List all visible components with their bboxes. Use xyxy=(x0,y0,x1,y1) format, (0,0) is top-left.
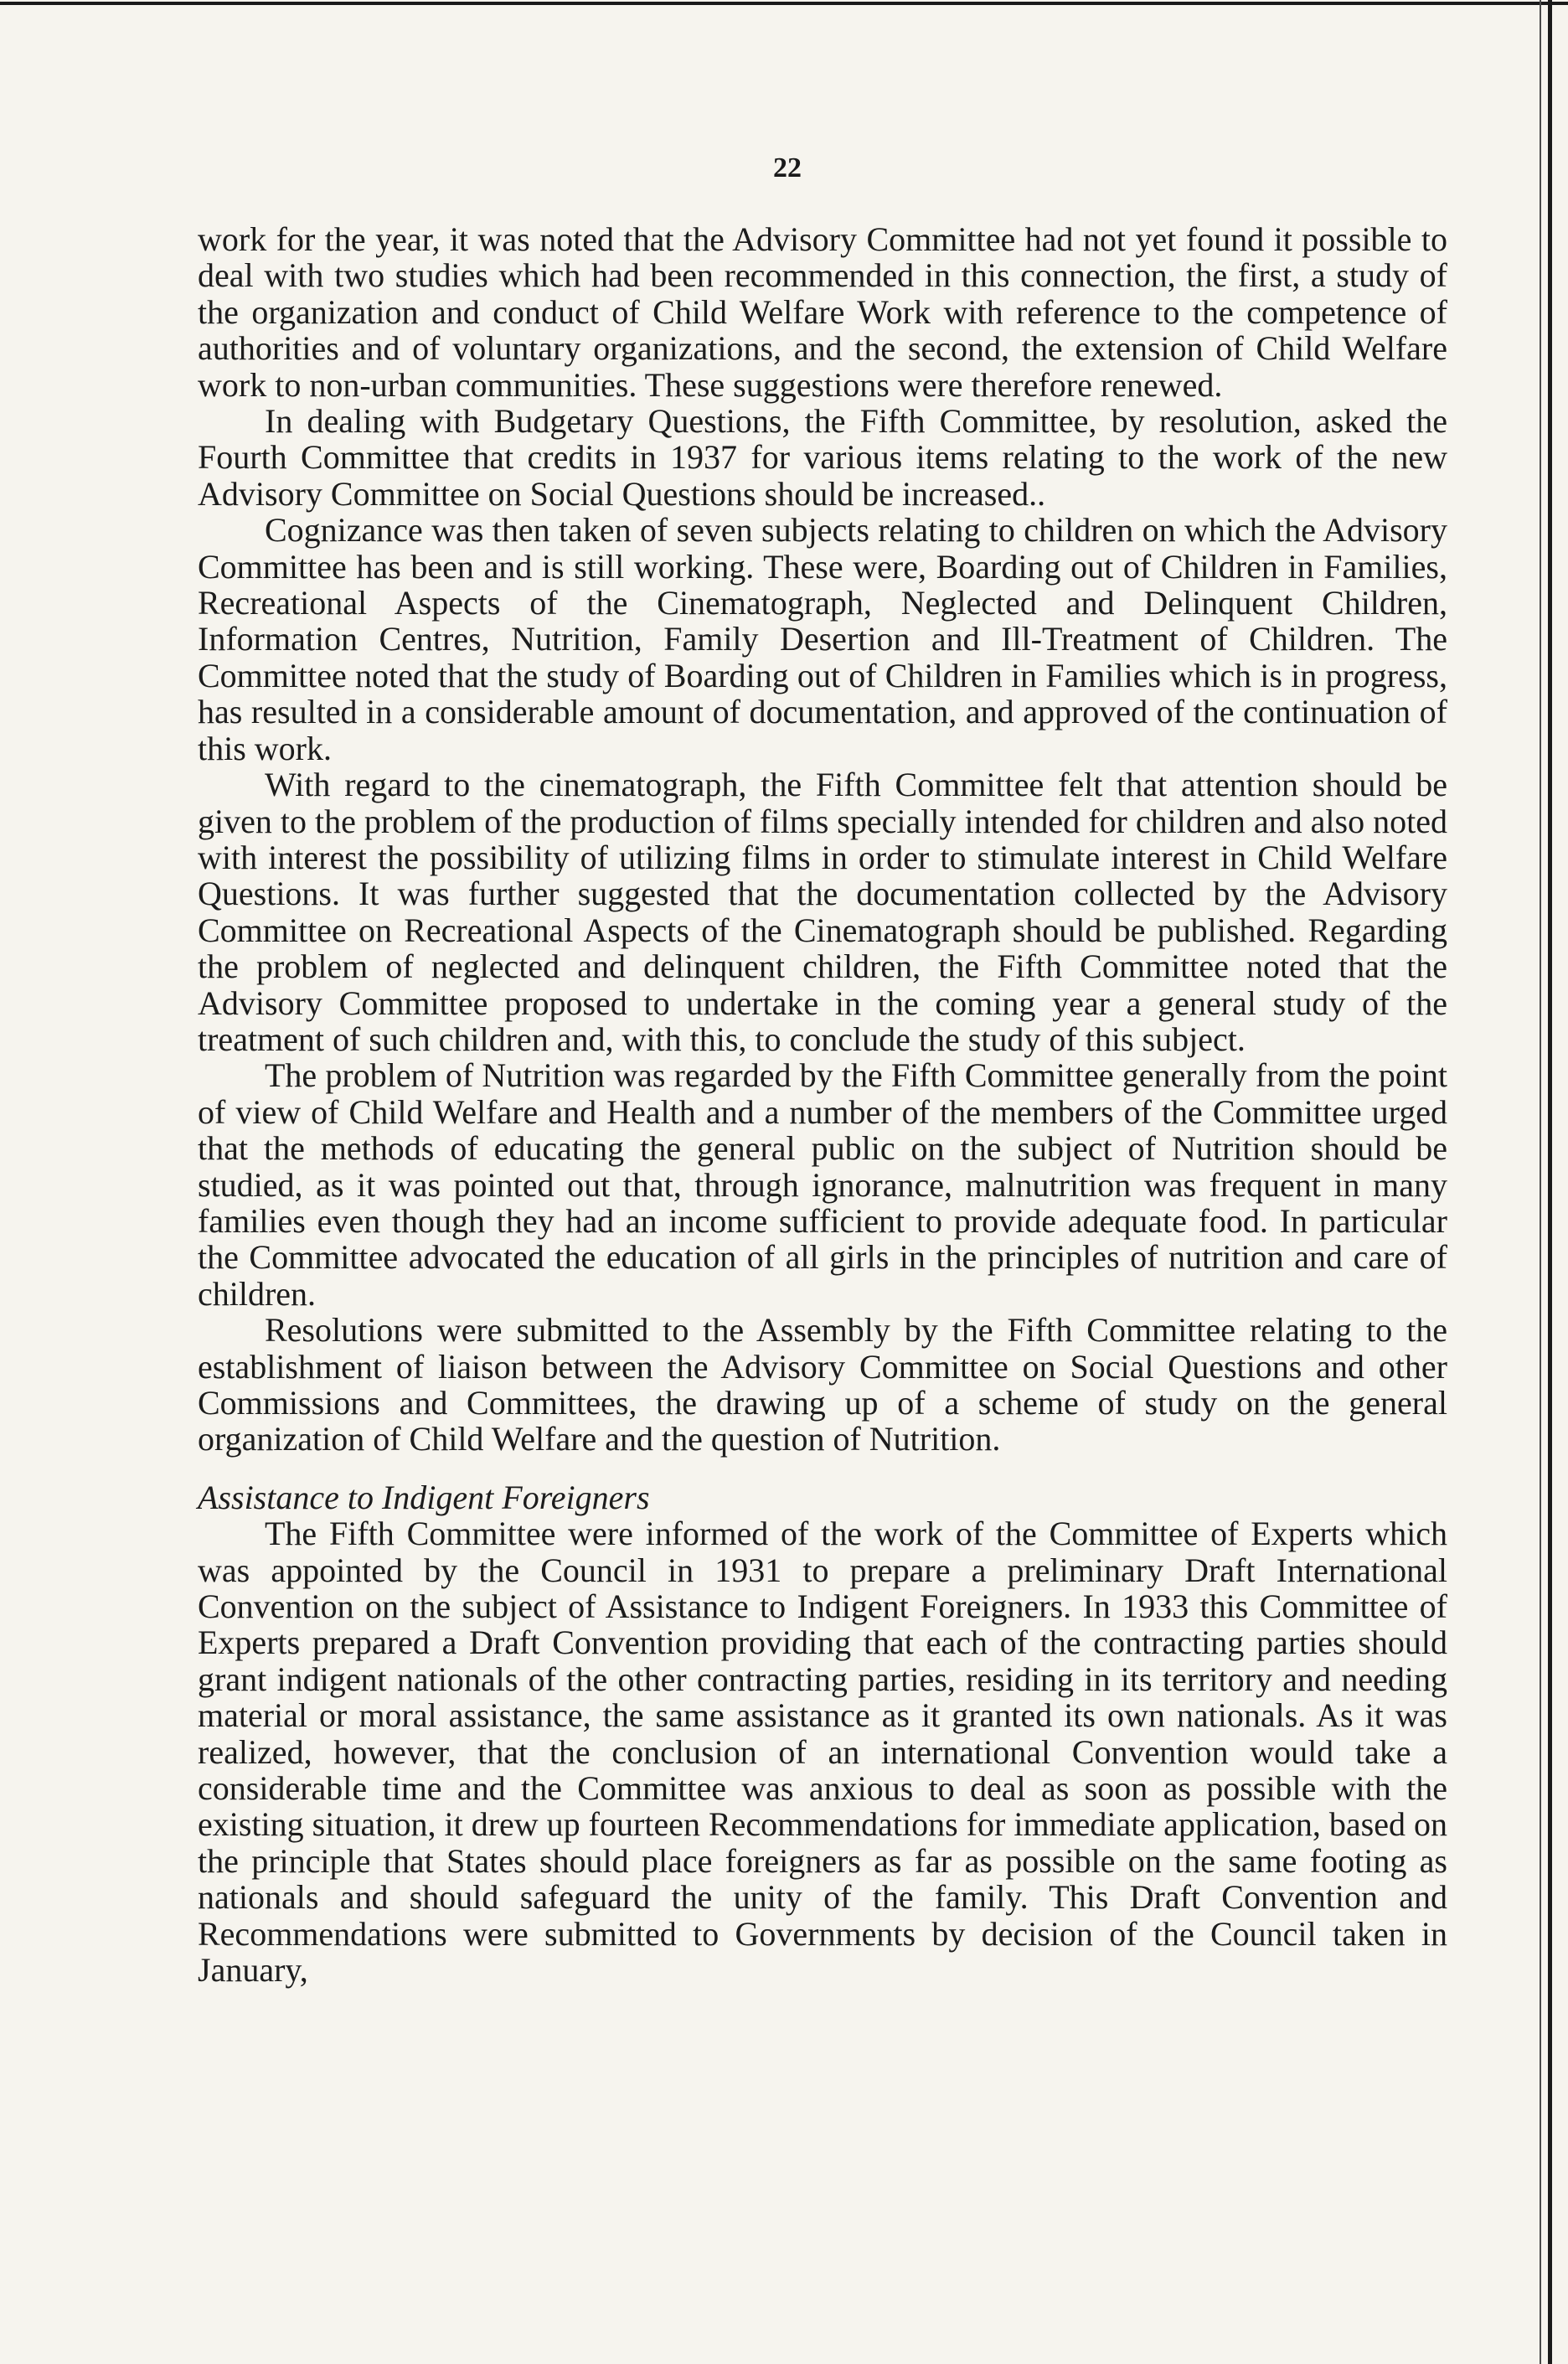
paragraph: work for the year, it was noted that the Advisory Committee had not yet found it possible to deal with two studies which had been recommended in this connection, the first, a study of the organization and conduct of Child Welfare Work with reference to the competence of authorities and of voluntary organizations, and the second, the extension of Child Welfare work to non-urban communities. These suggestions were therefore renewed. xyxy=(198,220,1447,404)
section-heading: Assistance to Indigent Foreigners xyxy=(198,1478,650,1516)
top-border-rule xyxy=(0,2,1568,5)
body-text xyxy=(198,221,1447,1989)
paragraph: Resolutions were submitted to the Assembly by the Fifth Committee relating to the establishment of liaison between the Advisory Committee on Social Questions and other Commissions and Committees, the drawing up of a scheme of study on the general organization of Child Welfare and the question of Nutrition. xyxy=(198,1311,1447,1458)
paragraph: The Fifth Committee were informed of the work of the Committee of Experts which was appointed by the Council in 1931 to prepare a preliminary Draft International Convention on the subject of Assistance to Indigent Foreigners. In 1933 this Committee of Experts prepared a Draft Convention providing that each of the contracting parties should grant indigent nationals of the other contracting parties, residing in its territory and needing material or moral assistance, the same assistance as it granted its own nationals. As it was realized, however, that the conclusion of an international Convention would take a considerable time and the Committee was anxious to deal as soon as possible with the existing situation, it drew up fourteen Recommendations for immediate application, based on the principle that States should place foreigners as far as possible on the same footing as nationals and should safeguard the unity of the family. This Draft Convention and Recommendations were submitted to Governments by decision of the Council taken in January, xyxy=(198,1515,1447,1990)
paragraph: The problem of Nutrition was regarded by the Fifth Committee generally from the point of view of Child Welfare and Health and a number of the members of the Committee urged that the methods of educating the general public on the subject of Nutrition should be studied, as it was pointed out that, through ignorance, malnutrition was frequent in many families even though they had an income sufficient to provide adequate food. In particular the Committee advocated the education of all girls in the principles of nutrition and care of children. xyxy=(198,1056,1447,1313)
paragraph: In dealing with Budgetary Questions, the Fifth Committee, by resolution, asked the Fourth Committee that credits in 1937 for various items relating to the work of the new Advisory Committee on Social Questions should be increased.. xyxy=(198,402,1447,513)
right-border-rule-inner xyxy=(1540,0,1541,2364)
paragraph: With regard to the cinematograph, the Fifth Committee felt that attention should be given to the problem of the production of films specially intended for children and also noted with interest the possibility of utilizing films in order to stimulate interest in Child Welfare Questions. It was further suggested that the documentation collected by the Advisory Committee on Recreational Aspects of the Cinematograph should be published. Regarding the problem of neglected and delinquent children, the Fifth Committee noted that the Advisory Committee proposed to undertake in the coming year a general study of the treatment of such children and, with this, to conclude the study of this subject. xyxy=(198,766,1447,1058)
paragraph: Cognizance was then taken of seven subjects relating to children on which the Advisory Committee has been and is still working. These were, Boarding out of Children in Families, Recreational Aspects of the Cinematograph, Neglected and Delinquent Children, Information Centres, Nutrition, Family Desertion and Ill-Treatment of Children. The Committee noted that the study of Boarding out of Children in Families which is in progress, has resulted in a considerable amount of documentation, and approved of the continuation of this work. xyxy=(198,511,1447,767)
page-number: 22 xyxy=(773,152,802,183)
right-border-rule-outer xyxy=(1548,0,1552,2364)
